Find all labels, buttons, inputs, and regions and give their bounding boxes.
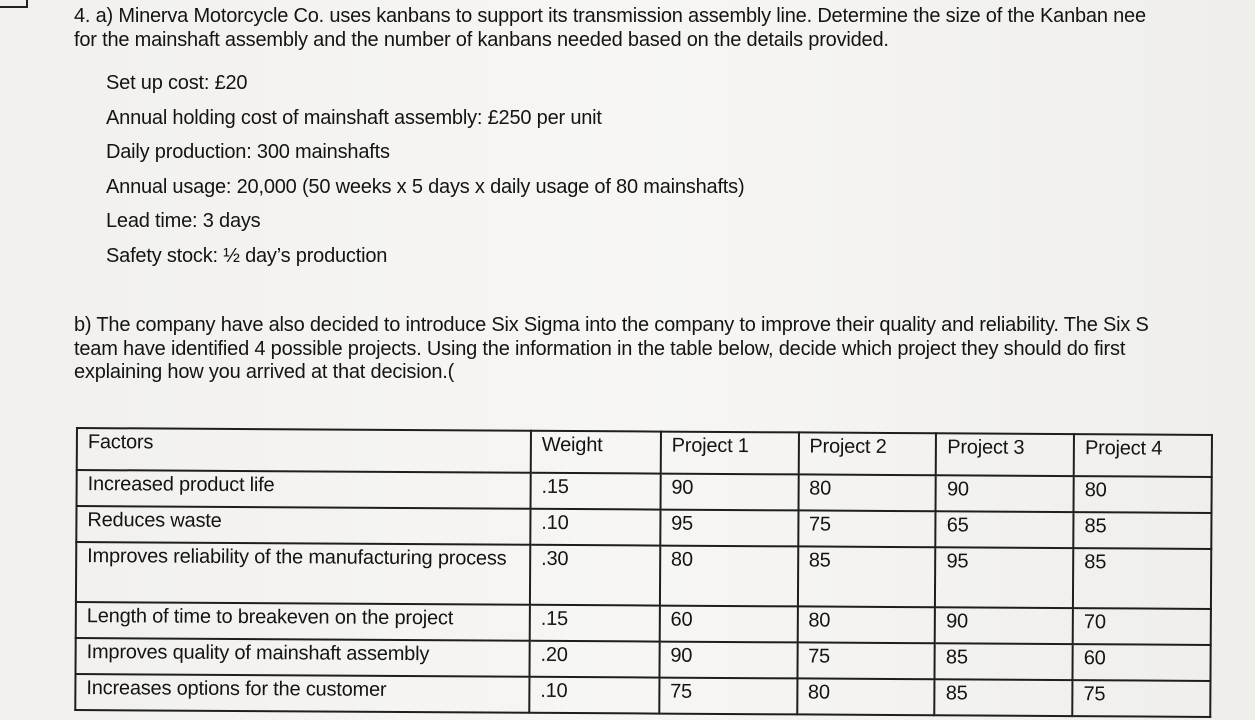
project-4-cell: 85: [1073, 548, 1211, 609]
project-3-cell: 65: [936, 511, 1074, 548]
project-1-cell: 95: [660, 510, 798, 547]
project-2-cell: 80: [797, 678, 935, 715]
factor-cell: Reduces waste: [76, 506, 530, 545]
kanban-details-list: [106, 66, 744, 273]
weight-cell: .15: [530, 605, 660, 642]
question-4a-heading: [74, 4, 1255, 52]
project-2-cell: 80: [798, 474, 936, 511]
page-corner-mark: [0, 0, 28, 8]
header-factors: Factors: [77, 428, 531, 473]
project-4-cell: 60: [1073, 644, 1211, 681]
project-2-cell: 85: [797, 546, 935, 607]
project-2-cell: 75: [798, 510, 936, 547]
part-b-line-1: b) The company have also decided to introduce Six Sigma into the company to improve their quality and reliability. The Six S: [74, 314, 1149, 336]
detail-setup-cost: Set up cost: £20: [106, 72, 248, 94]
question-line-1: 4. a) Minerva Motorcycle Co. uses kanbans to support its transmission assembly line. Determine the size of the Kanban nee: [74, 5, 1146, 27]
detail-annual-usage: Annual usage: 20,000 (50 weeks x 5 days x daily usage of 80 mainshafts): [106, 175, 745, 198]
header-project-3: Project 3: [936, 433, 1074, 476]
project-3-cell: 85: [935, 679, 1073, 716]
table-row: [76, 542, 1211, 609]
factor-cell: Increases options for the customer: [75, 674, 529, 713]
project-4-cell: 75: [1072, 680, 1210, 717]
project-3-cell: 95: [935, 547, 1073, 608]
project-1-cell: 90: [659, 642, 797, 679]
project-4-cell: 70: [1073, 608, 1211, 645]
table-row: [75, 674, 1210, 717]
detail-lead-time: Lead time: 3 days: [106, 210, 261, 232]
weight-cell: .15: [530, 473, 660, 510]
table-header-row: [77, 428, 1212, 477]
detail-holding-cost: Annual holding cost of mainshaft assembly: £250 per unit: [106, 106, 602, 129]
question-line-2: for the mainshaft assembly and the number of kanbans needed based on the details provided.: [74, 29, 889, 51]
part-b-line-2: team have identified 4 possible projects. Using the information in the table below, decide which project they should do first: [74, 337, 1126, 360]
project-3-cell: 85: [935, 643, 1073, 680]
header-weight: Weight: [531, 431, 661, 474]
six-sigma-factors-table: [74, 427, 1213, 718]
detail-safety-stock: Safety stock: ½ day’s production: [106, 244, 388, 267]
header-project-1: Project 1: [660, 432, 798, 475]
project-4-cell: 80: [1074, 476, 1212, 513]
project-4-cell: 85: [1073, 512, 1211, 549]
detail-daily-production: Daily production: 300 mainshafts: [106, 141, 390, 163]
factor-cell: Improves quality of mainshaft assembly: [75, 638, 529, 677]
weight-cell: .10: [529, 677, 659, 714]
factor-cell: Increased product life: [77, 470, 531, 509]
header-project-2: Project 2: [798, 432, 936, 475]
project-1-cell: 60: [659, 606, 797, 643]
weight-cell: .30: [530, 545, 660, 606]
project-1-cell: 80: [660, 546, 798, 607]
project-3-cell: 90: [936, 475, 1074, 512]
weight-cell: .10: [530, 509, 660, 546]
project-1-cell: 90: [660, 474, 798, 511]
project-2-cell: 80: [797, 606, 935, 643]
question-4b-text: [74, 314, 1255, 385]
part-b-line-3: explaining how you arrived at that decision.(: [74, 361, 455, 383]
factor-cell: Length of time to breakeven on the project: [76, 602, 530, 641]
weight-cell: .20: [529, 641, 659, 678]
project-1-cell: 75: [659, 678, 797, 715]
project-2-cell: 75: [797, 642, 935, 679]
project-3-cell: 90: [935, 607, 1073, 644]
factor-cell: Improves reliability of the manufacturing process: [76, 542, 530, 605]
header-project-4: Project 4: [1074, 434, 1212, 477]
